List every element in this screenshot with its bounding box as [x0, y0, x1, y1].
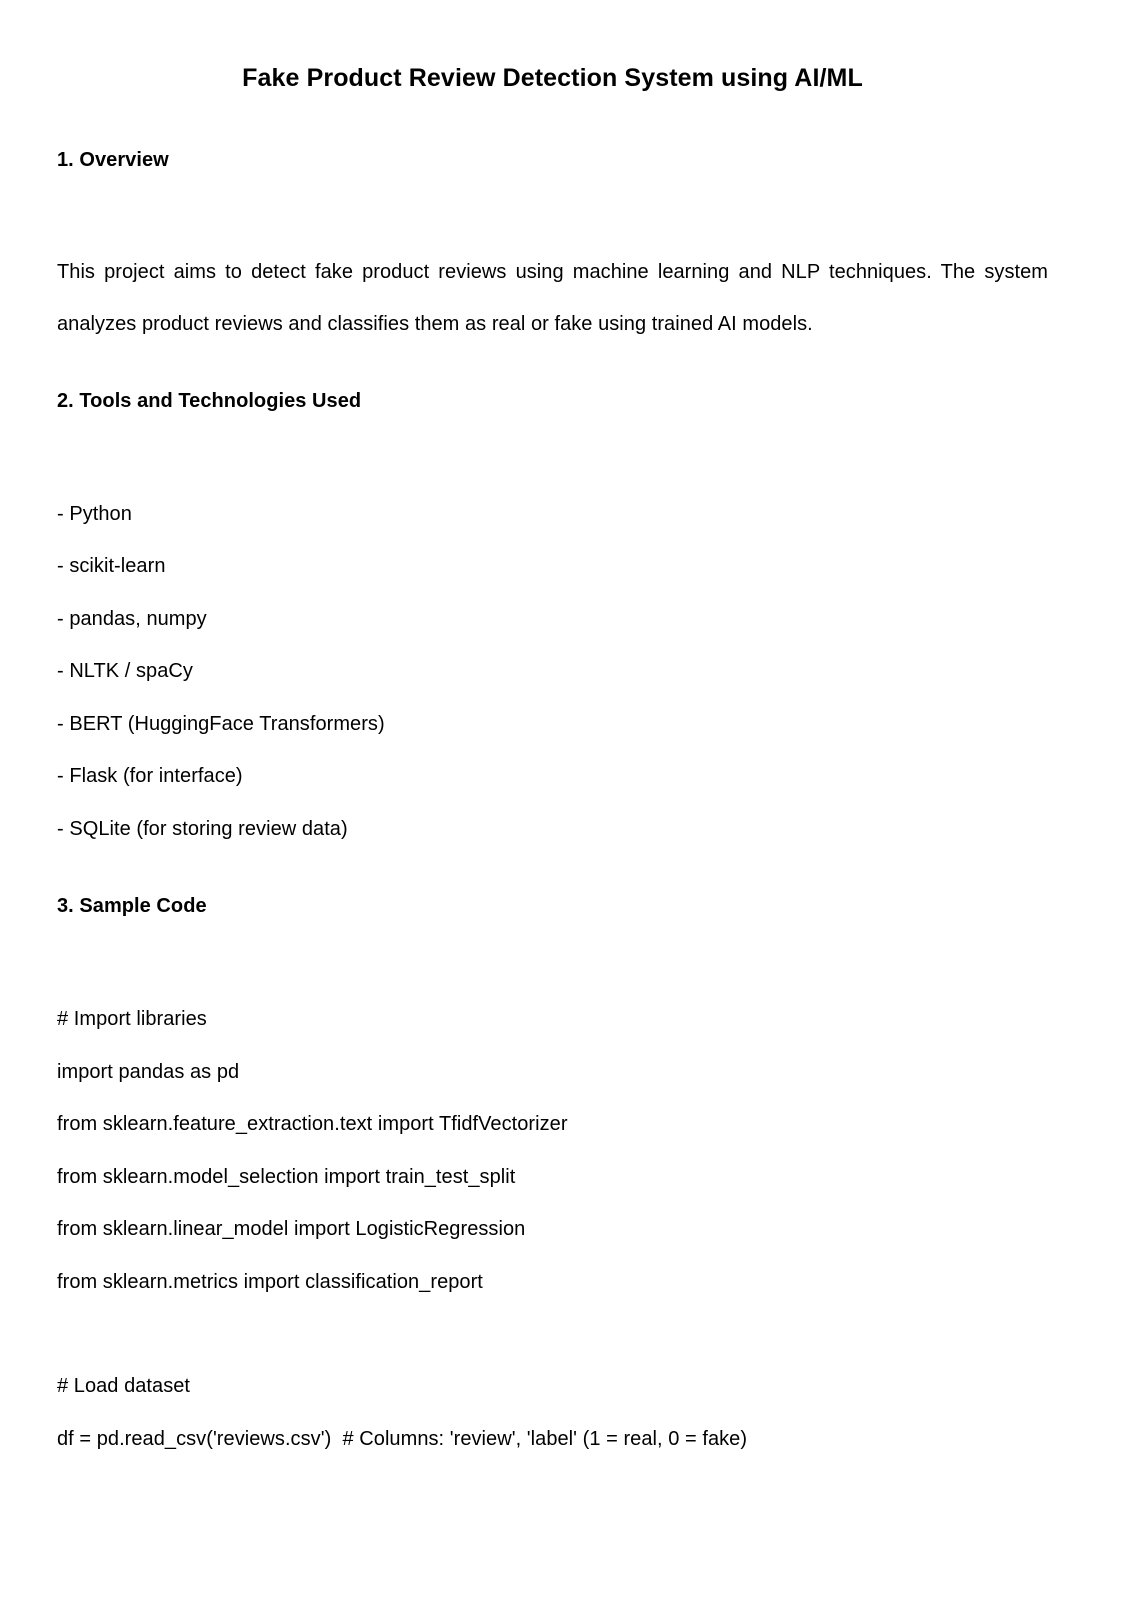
- code-block-load-dataset: [57, 1360, 1048, 1465]
- code-line: from sklearn.metrics import classification_report: [57, 1270, 483, 1293]
- spacer: [57, 350, 1048, 388]
- code-block-imports: [57, 993, 1048, 1308]
- section-heading-overview: 1. Overview: [57, 148, 169, 171]
- list-item: - Python: [57, 502, 132, 525]
- spacer: [57, 95, 1048, 147]
- list-item: - pandas, numpy: [57, 607, 207, 630]
- list-item: - BERT (HuggingFace Transformers): [57, 712, 385, 735]
- code-line: import pandas as pd: [57, 1060, 240, 1083]
- code-line: # Import libraries: [57, 1008, 207, 1030]
- overview-paragraph: This project aims to detect fake product reviews using machine learning and NLP techniques. The system analyzes product reviews and classifies them as real or fake using trained AI models.: [57, 260, 1048, 335]
- spacer: [57, 855, 1048, 893]
- spacer: [57, 920, 1048, 993]
- code-line: df = pd.read_csv('reviews.csv') # Columns: 'review', 'label' (1 = real, 0 = fake): [57, 1427, 748, 1450]
- section-heading-tools: 2. Tools and Technologies Used: [57, 389, 362, 412]
- list-item: - scikit-learn: [57, 555, 166, 577]
- list-item: - SQLite (for storing review data): [57, 817, 348, 840]
- tools-list: [57, 488, 1048, 856]
- code-line: from sklearn.model_selection import train_test_split: [57, 1165, 516, 1188]
- code-line: from sklearn.linear_model import LogisticRegression: [57, 1218, 526, 1240]
- code-line: # Load dataset: [57, 1375, 191, 1397]
- spacer: [57, 415, 1048, 488]
- section-heading-sample-code: 3. Sample Code: [57, 895, 207, 917]
- page-title: Fake Product Review Detection System using AI/ML: [242, 64, 863, 92]
- list-item: - Flask (for interface): [57, 765, 243, 787]
- spacer: [57, 1308, 1048, 1360]
- document-content: [57, 0, 1048, 1465]
- spacer: [57, 174, 1048, 246]
- code-line: from sklearn.feature_extraction.text import TfidfVectorizer: [57, 1113, 568, 1135]
- list-item: - NLTK / spaCy: [57, 660, 193, 682]
